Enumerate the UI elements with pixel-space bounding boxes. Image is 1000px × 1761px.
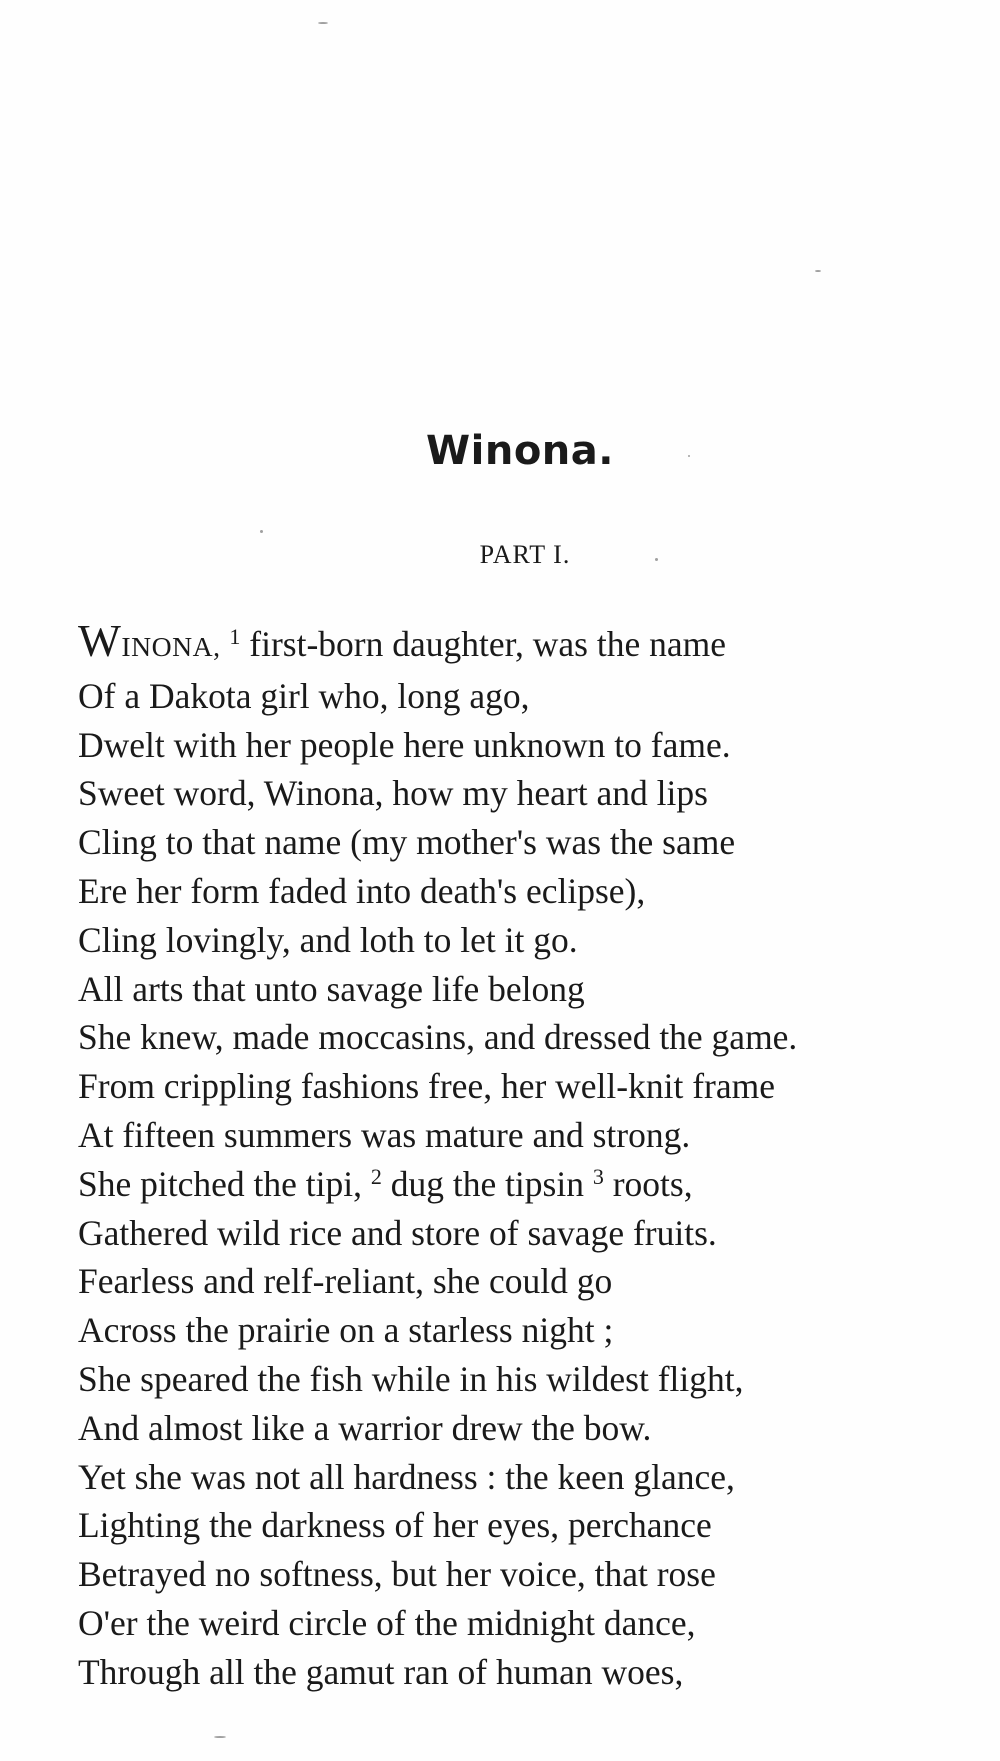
poem-text [78,617,978,1697]
poem-line-text: She pitched the tipi, [78,1163,362,1204]
footnote-ref: 2 [370,1163,382,1189]
poem-line: And almost like a warrior drew the bow. [78,1407,652,1448]
poem-line: Dwelt with her people here unknown to fame. [78,724,731,765]
poem-line: At fifteen summers was mature and strong. [78,1114,691,1155]
poem-title: Winona. [426,428,614,474]
poem-line: Fearless and relf-reliant, she could go [78,1261,613,1302]
name-rest: INONA, [121,631,221,662]
poem-line: Through all the gamut ran of human woes, [78,1651,684,1692]
poem-line: Betrayed no softness, but her voice, that rose [78,1554,716,1595]
name-small-caps [78,616,221,666]
paper-speck [214,1736,226,1738]
poem-line: Cling lovingly, and loth to let it go. [78,919,578,960]
poem-line: Lighting the darkness of her eyes, perchance [78,1505,712,1546]
poem-line: Across the prairie on a starless night ; [78,1310,614,1351]
poem-line: She speared the fish while in his wildest flight, [78,1358,744,1399]
paper-speck [260,530,263,533]
paper-speck [815,270,821,272]
poem-line: She knew, made moccasins, and dressed the game. [78,1017,798,1058]
poem-line: Cling to that name (my mother's was the same [78,822,736,863]
poem-line: From crippling fashions free, her well-knit frame [78,1066,775,1107]
poem-line-text: first-born daughter, was the name [249,624,726,664]
poem-line: Gathered wild rice and store of savage fruits. [78,1212,717,1253]
poem-line: All arts that unto savage life belong [78,968,585,1009]
part-heading: PART I. [479,540,571,569]
poem-line-text: roots, [612,1163,693,1204]
name-initial: W [78,616,122,666]
poem-line: Yet she was not all hardness : the keen glance, [78,1456,735,1497]
poem-line-text: dug the tipsin [390,1163,584,1204]
poem-line: Ere her form faded into death's eclipse), [78,870,646,911]
poem-line: Sweet word, Winona, how my heart and lips [78,773,708,814]
footnote-ref: 3 [592,1163,604,1189]
footnote-ref: 1 [229,623,241,649]
paper-speck [318,22,328,24]
poem-line [78,617,978,672]
poem-line: Of a Dakota girl who, long ago, [78,675,530,716]
poem-line: O'er the weird circle of the midnight dance, [78,1602,696,1643]
poem-line [78,1160,978,1209]
